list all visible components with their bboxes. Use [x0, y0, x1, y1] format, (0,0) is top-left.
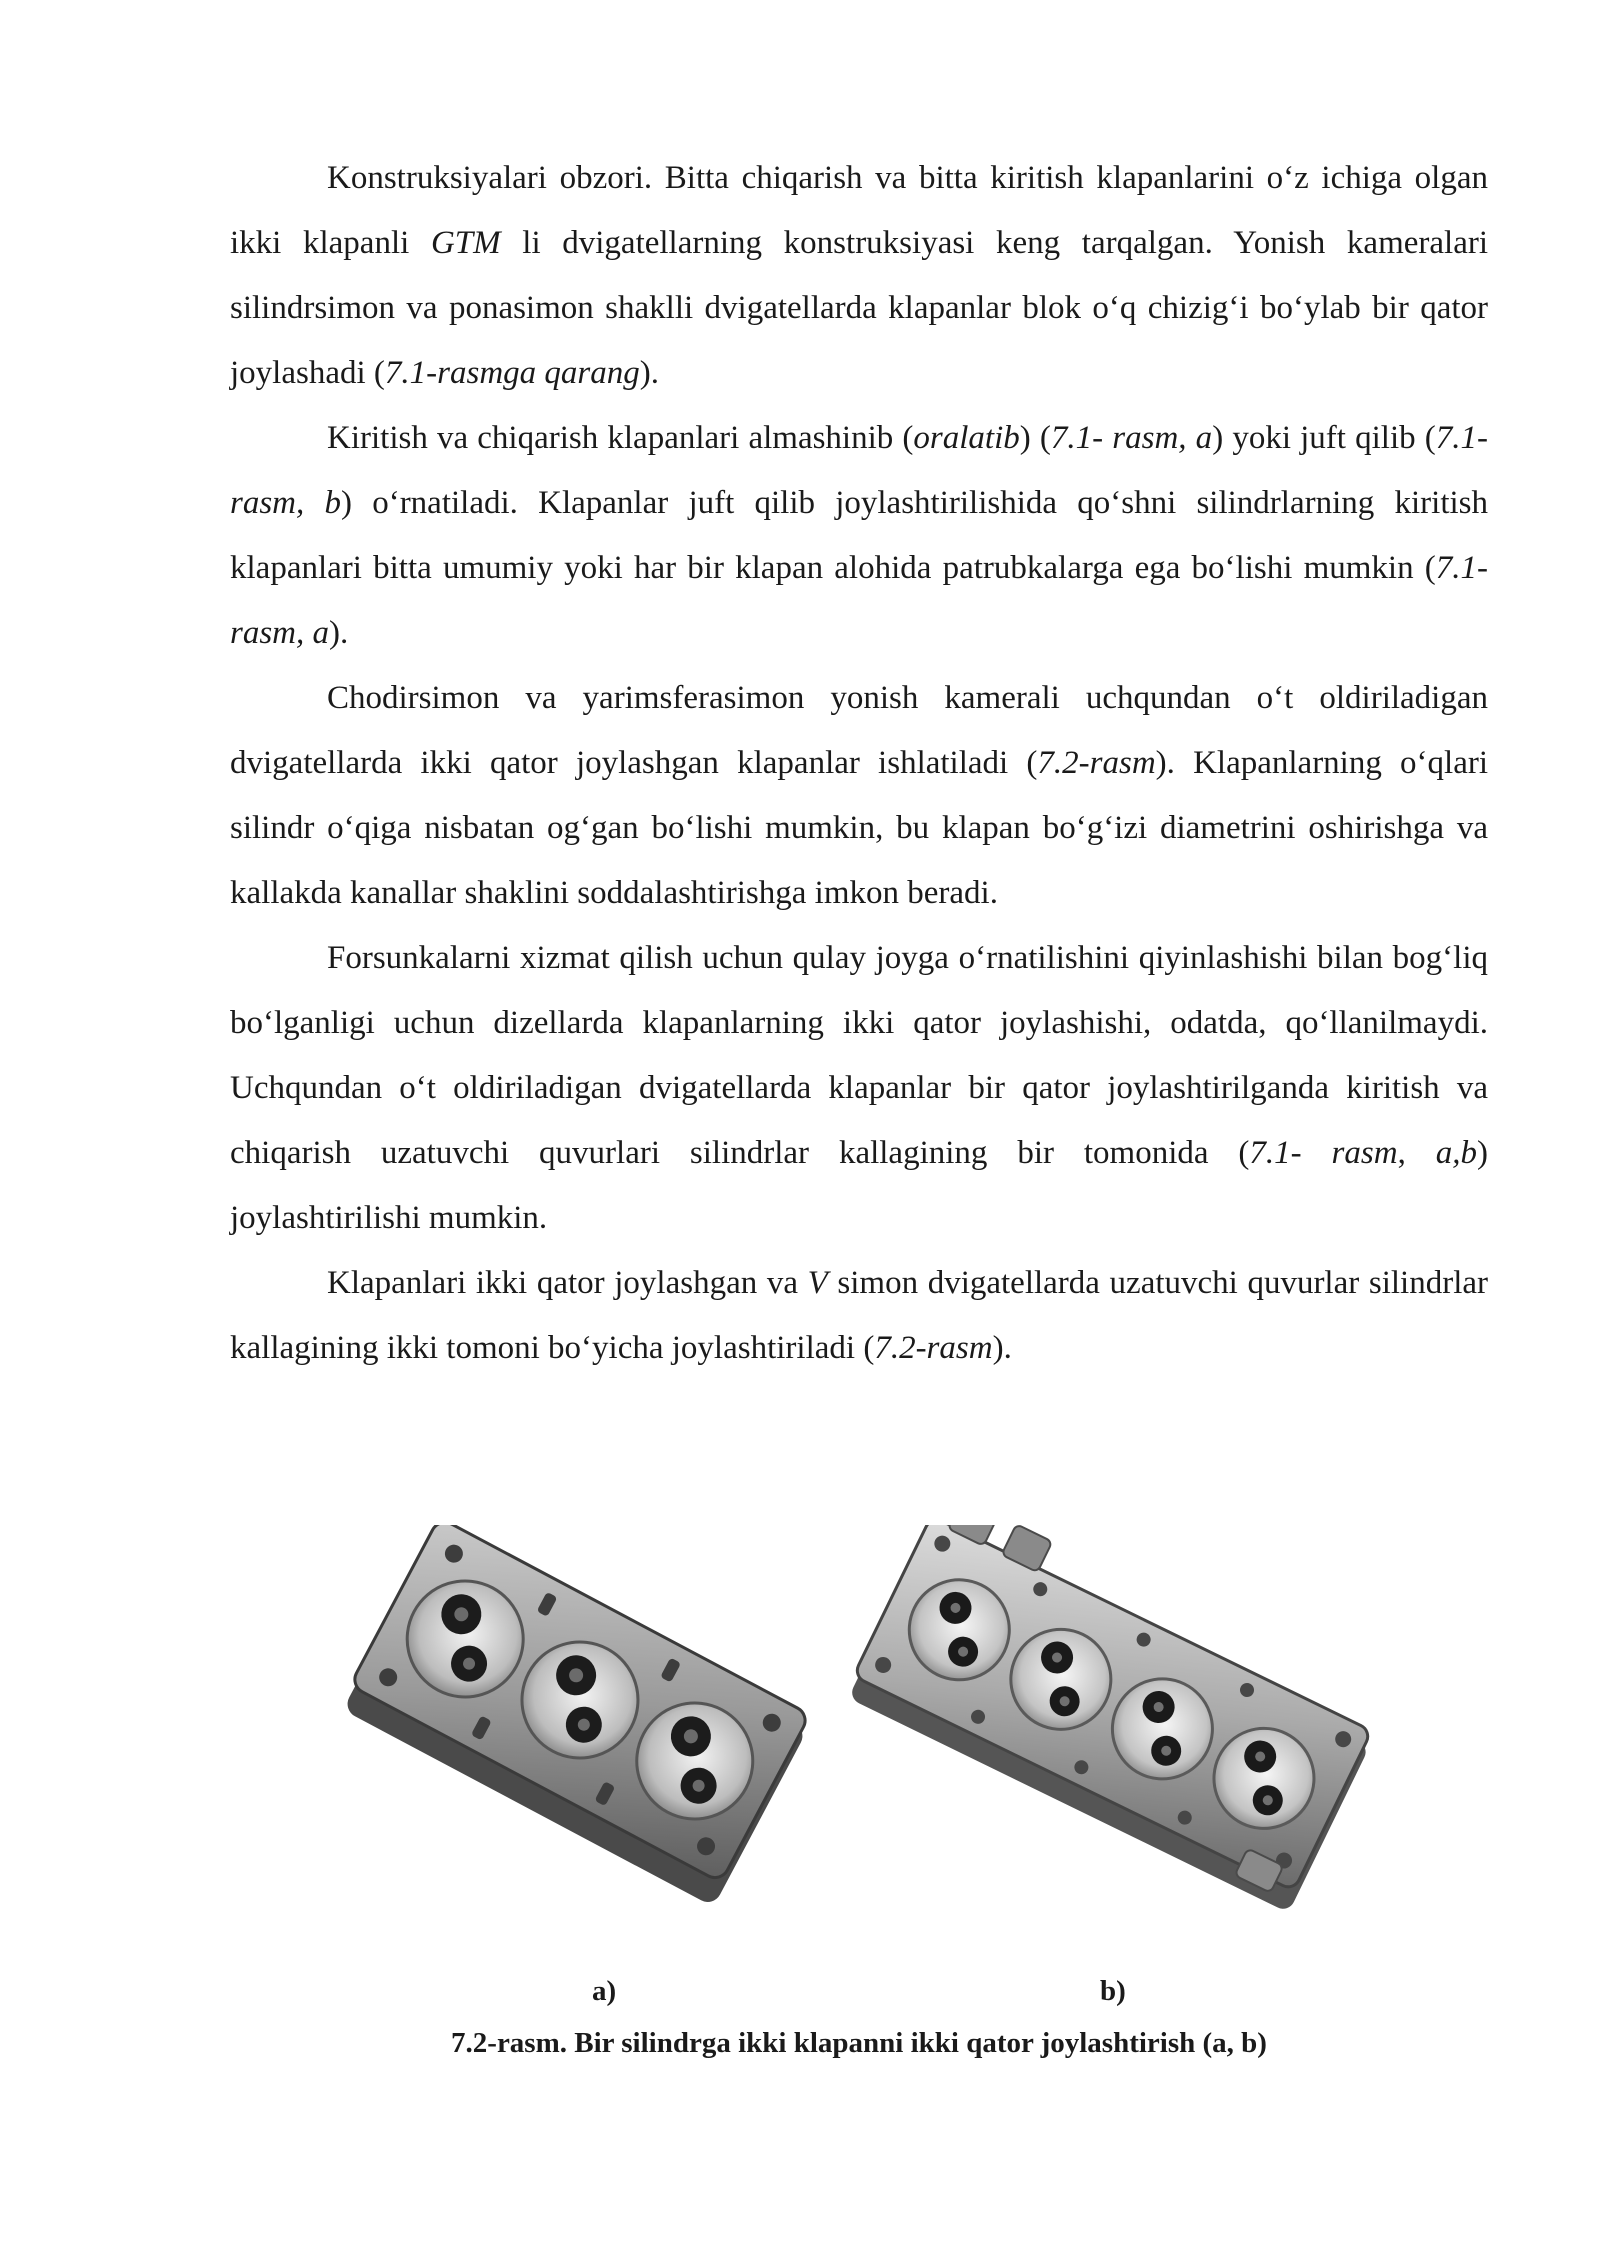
paragraph-3: Chodirsimon va yarimsferasimon yonish kamerali uchqundan o‘t oldiriladigan dvigatellarda ikki qator joylashgan klapanlar ishlatiladi (7.2-rasm). Klapanlarning o‘qlari silindr o‘qiga nisbatan og‘gan bo‘lishi mumkin, bu klapan bo‘g‘izi diametrini oshirishga va kallakda kanallar shaklini soddalashtirishga imkon beradi. [230, 680, 1488, 911]
paragraph-5: Klapanlari ikki qator joylashgan va V simon dvigatellarda uzatuvchi quvurlar silindrlar kallagining ikki tomoni bo‘yicha joylashtiriladi (7.2-rasm). [230, 1265, 1488, 1366]
figure-caption: 7.2-rasm. Bir silindrga ikki klapanni ikki qator joylashtirish (a, b) [451, 2027, 1267, 2059]
body-text [230, 146, 1488, 1381]
paragraph-2: Kiritish va chiqarish klapanlari almashinib (oralatib) (7.1- rasm, a) yoki juft qilib (7.1-rasm, b) o‘rnatiladi. Klapanlar juft qilib joylashtirilishida qo‘shni silindrlarning kiritish klapanlari bitta umumiy yoki har bir klapan alohida patrubkalarga ega bo‘lishi mumkin (7.1- rasm, a). [230, 420, 1488, 651]
figure-7-2 [230, 1505, 1488, 2105]
paragraph-1: Konstruksiyalari obzori. Bitta chiqarish va bitta kiritish klapanlarini o‘z ichiga olgan ikki klapanli GTM li dvigatellarning konstruksiyasi keng tarqalgan. Yonish kameralari silindrsimon va ponasimon shaklli dvigatellarda klapanlar blok o‘q chizig‘i bo‘ylab bir qator joylashadi (7.1-rasmga qarang). [230, 160, 1488, 391]
paragraph-4: Forsunkalarni xizmat qilish uchun qulay joyga o‘rnatilishini qiyinlashishi bilan bog‘liq bo‘lganligi uchun dizellarda klapanlarning ikki qator joylashishi, odatda, qo‘llanilmaydi. Uchqundan o‘t oldiriladigan dvigatellarda klapanlar bir qator joylashtirilganda kiritish va chiqarish uzatuvchi quvurlari silindrlar kallagining bir tomonida (7.1- rasm, a,b) joylashtirilishi mumkin. [230, 940, 1488, 1236]
cylinder-head-b-image [850, 1525, 1370, 1915]
cylinder-head-a-image [330, 1525, 820, 1915]
figure-label-a: a) [592, 1975, 617, 2007]
figure-label-b: b) [1100, 1975, 1126, 2007]
